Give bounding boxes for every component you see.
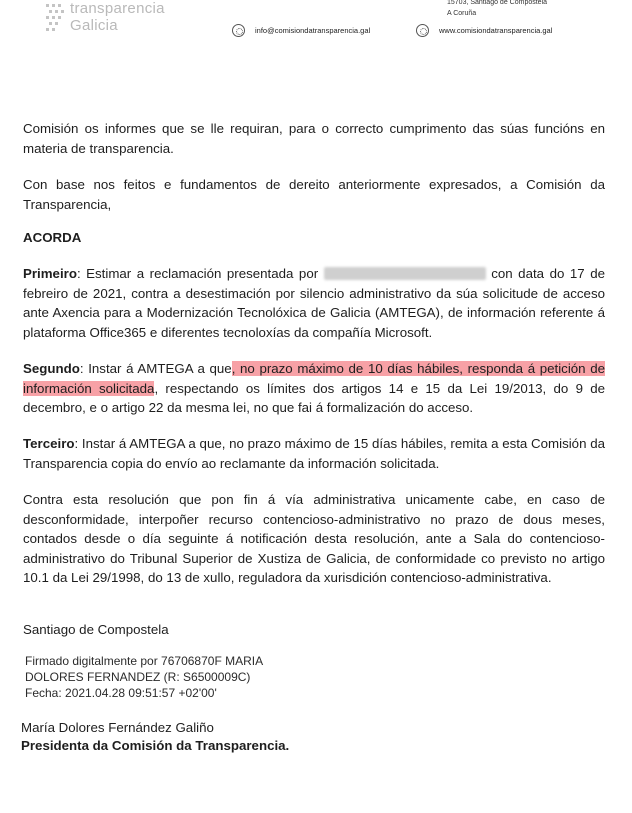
signature-line-1: Firmado digitalmente por 76706870F MARIA: [25, 654, 264, 668]
paragraph-base: Con base nos feitos e fundamentos de dereito anteriormente expresados, a Comisión da Transparencia,: [23, 177, 605, 212]
header-website[interactable]: [416, 24, 552, 37]
paragraph-recurso: Contra esta resolución que pon fin á vía administrativa unicamente cabe, en caso de desconformidade, interpoñer recurso contencioso-administrativo no prazo de dous meses, contados desde o día seguinte á notificación desta resolución, ante a Sala do contencioso-administrativo do Tribunal Superior de Xustiza de Galicia, de conformidade co previsto no artigo 10.1 da Lei 29/1998, do 13 de xullo, reguladora da xurisdición contencioso-administrativa.: [23, 492, 605, 585]
header-email[interactable]: [232, 24, 370, 37]
website-text[interactable]: www.comisiondatransparencia.gal: [439, 26, 553, 35]
primeiro-text-b: con data do 17 de febreiro de 2021, contra a desestimación por silencio administrativo da súa solicitude de acceso ante Axencia para a Modernización Tecnolóxica de Galicia (AMTEGA), de información referente á plataforma Office365 e diferentes tecnoloxías da compañía Microsoft.: [23, 266, 605, 340]
paragraph-terceiro: [23, 434, 605, 473]
terceiro-text: : Instar á AMTEGA a que, no prazo máximo de 15 días hábiles, remita a esta Comisión da Transparencia copia do envío ao reclamante da información solicitada.: [23, 436, 605, 471]
email-text[interactable]: info@comisiondatransparencia.gal: [255, 26, 371, 35]
highlighted-text: , no prazo máximo de 10 días hábiles, responda á petición de información solicitada: [23, 361, 605, 396]
address-line-1: 15703, Santiago de Compostela: [447, 0, 548, 6]
header-address: [447, 0, 547, 19]
digital-signature: [25, 653, 263, 701]
paragraph-primeiro: [23, 264, 605, 342]
logo-text: [70, 0, 165, 34]
signer-name: María Dolores Fernández Galiño: [21, 720, 214, 735]
signature-line-2: DOLORES FERNANDEZ (R: S6500009C): [25, 670, 251, 684]
address-line-2: A Coruña: [447, 10, 477, 17]
logo-icon: [44, 2, 68, 38]
paragraph-segundo: [23, 359, 605, 418]
email-icon: [232, 24, 245, 37]
signature-date: Fecha: 2021.04.28 09:51:57 +02'00': [25, 686, 217, 700]
primeiro-text-a: : Estimar a reclamación presentada por: [76, 266, 319, 281]
terceiro-label: Terceiro: [23, 436, 75, 451]
segundo-text-b: , respectando os límites dos artigos 14 e 15 da Lei 19/2013, do 9 de decembro, e o artigo 22 da mesma lei, no que fai á formalización do acceso.: [23, 380, 606, 415]
segundo-label: Segundo: [23, 361, 80, 376]
acorda-label: ACORDA: [23, 230, 82, 245]
globe-icon: [416, 24, 429, 37]
logo-line-1: transparencia: [70, 0, 165, 17]
place-text: Santiago de Compostela: [23, 622, 169, 637]
acorda-heading: [23, 228, 605, 248]
primeiro-label: Primeiro: [23, 266, 77, 281]
paragraph-intro: Comisión os informes que se lle requiran, para o correcto cumprimento das súas funcións en materia de transparencia.: [23, 121, 605, 156]
logo-line-2: Galicia: [70, 17, 118, 34]
segundo-text-a: : Instar á AMTEGA a que: [79, 361, 232, 376]
redacted-name: [324, 267, 486, 280]
signer-role: Presidenta da Comisión da Transparencia.: [21, 738, 290, 753]
